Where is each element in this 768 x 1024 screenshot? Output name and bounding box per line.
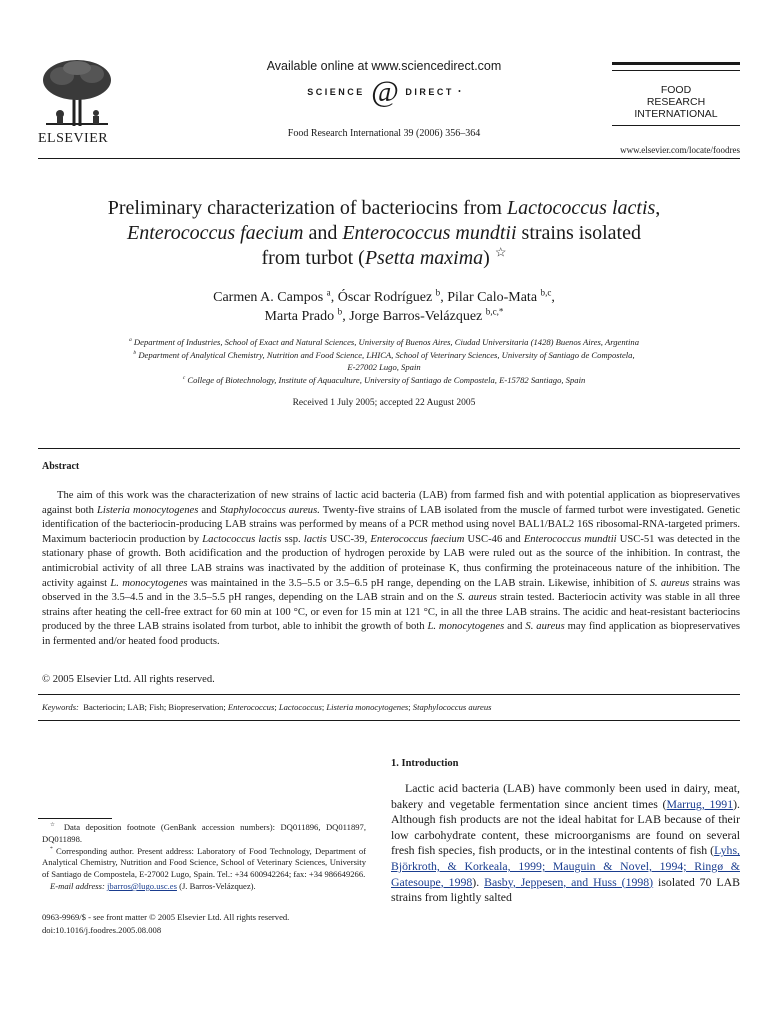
abstract-body <box>42 489 740 650</box>
journal-rule-thin <box>612 70 740 71</box>
introduction-heading: 1. Introduction <box>391 758 459 769</box>
elsevier-tree-icon <box>38 58 116 128</box>
sciencedirect-logo <box>268 75 500 108</box>
available-online-text: Available online at www.sciencedirect.com <box>266 59 502 73</box>
affiliation-line: $^a$ Department of Industries, School of Exact and Natural Sciences, University of Buenos Aires, Ciudad Universitaria (1428) Buenos Aires, Argentina <box>128 337 639 347</box>
journal-rule-thick <box>612 62 740 65</box>
doi-line[interactable]: doi:10.1016/j.foodres.2005.08.008 <box>42 925 162 935</box>
affiliation-line: E-27002 Lugo, Spain <box>347 362 421 372</box>
abstract-bottom-rule <box>38 694 740 695</box>
introduction-body <box>391 781 740 906</box>
abstract-text: The aim of this work was the characterization of new strains of lactic acid bacteria (LAB) from farmed fish and with potential application as biopreservatives against both Listeria monocytogenes and Staphylococcus aureus. Twenty-five strains of LAB isolated from the muscle of farmed turbot were investigated. Genetic identification of the bacteriocin-producing LAB strains was performed by means of a PCR method using novel BAL1/BAL2 16S ribosomal-RNA-targeted primers. Maximum bacteriocin production by Lactococcus lactis ssp. lactis USC-39, Enterococcus faecium USC-46 and Enterococcus mundtii USC-51 was detected in the stationary phase of growth. Both acidification and the production of hydrogen peroxide by LAB were ruled out as the source of the inhibition. In contrast, the antimicrobial activity of all three LAB strains was inactivated by the addition of proteinase K, thus confirming the proteinaceous nature of the inhibition. The activity against L. monocytogenes was maintained in the 3.5–5.5 or 3.5–6.5 pH range, depending on the LAB strain. Likewise, inhibition of S. aureus strains was observed in the 3.5–4.5 and in the 3.5–5.5 pH ranges, depending on the LAB strain and on the S. aureus strain tested. Bacteriocin activity was stable in all three strains after heating the cell-free extract for 60 min at 100 °C, or even for 15 min at 121 °C, in all the three LAB strains. The acidic and heat-resistant bacteriocins produced by the three LAB strains isolated from turbot, able to inhibit the growth of both L. monocytogenes and S. aureus may find application as biopreservatives in fermented and/or heated food products. <box>42 490 741 647</box>
keywords: Keywords: Bacteriocin; LAB; Fish; Biopreservation; Enterococcus; Lactococcus; Listeria monocytogenes; Staphylococcus aureus <box>42 702 492 712</box>
keywords-bottom-rule <box>38 720 740 721</box>
issn-line: 0963-9969/$ - see front matter © 2005 Elsevier Ltd. All rights reserved. <box>42 912 290 922</box>
received-dates: Received 1 July 2005; accepted 22 August 2005 <box>292 398 476 408</box>
header-rule <box>38 158 740 159</box>
sciencedirect-right: DIRECT <box>405 87 454 97</box>
corresponding-author-footnote: * Corresponding author. Present address: Laboratory of Food Technology, Department of Analytical Chemistry, Nutrition and Food Science, School of Veterinary Sciences, University of Santiago de Compostela, E-27002 Lugo, Spain. Tel.: +34 600942264; fax: +34 986649266. <box>42 845 366 880</box>
authors <box>40 288 728 326</box>
journal-name <box>612 84 740 120</box>
sciencedirect-left: SCIENCE <box>307 87 365 97</box>
title-line: Enterococcus faecium and Enterococcus mundtii strains isolated <box>127 222 641 244</box>
data-deposition-footnote: ☆ Data deposition footnote (GenBank accession numbers): DQ011896, DQ011897, DQ011898. <box>42 822 366 844</box>
journal-citation: Food Research International 39 (2006) 356–364 <box>287 128 481 139</box>
journal-name-line: INTERNATIONAL <box>634 108 718 120</box>
publisher-name: ELSEVIER <box>38 131 109 146</box>
abstract-heading: Abstract <box>42 461 80 472</box>
article-title <box>40 196 728 271</box>
introduction-text: Lactic acid bacteria (LAB) have commonly been used in dairy, meat, bakery and vegetable fermentation since ancient times (Marrug, 1991). Although fish products are not the ideal habitat for LAB because of their low carbohydrate content, these microorganisms are found on several fresh fish species, fish products, or in the intestinal contents of fish (Lyhs, Björkroth, & Korkeala, 1999; Mauguin & Novel, 1994; Ringø & Gatesoupe, 1998). Basby, Jeppesen, and Huss (1998) isolated 70 LAB strains from lightly salted <box>391 781 741 905</box>
journal-rule-bottom <box>612 125 740 126</box>
affiliation-line: $^b$ Department of Analytical Chemistry, Nutrition and Food Science, LHICA, School of Veterinary Sciences, University of Santiago de Compostela, <box>133 349 635 360</box>
title-line: from turbot (Psetta maxima) ☆ <box>261 244 507 269</box>
footnote-rule <box>38 818 112 819</box>
sciencedirect-at-icon: @ <box>371 75 399 108</box>
title-line: Preliminary characterization of bacteriocins from Lactococcus lactis, <box>107 197 661 219</box>
affiliations <box>40 336 728 386</box>
authors-line: Marta Prado $^b$, Jorge Barros-Velázquez $^{b,c,*}$ <box>264 306 504 324</box>
elsevier-logo <box>38 58 116 146</box>
sd-dot-icon: • <box>458 88 461 96</box>
journal-url[interactable]: www.elsevier.com/locate/foodres <box>620 145 740 155</box>
abstract-top-rule <box>38 448 740 449</box>
footnotes <box>42 822 366 893</box>
authors-line: Carmen A. Campos $^a$, Óscar Rodríguez $^b$, Pilar Calo-Mata $^{b,c}$, <box>213 287 555 305</box>
journal-name-line: FOOD <box>660 84 692 96</box>
journal-name-line: RESEARCH <box>646 96 706 108</box>
abstract-copyright: © 2005 Elsevier Ltd. All rights reserved. <box>42 674 215 685</box>
affiliation-line: $^c$ College of Biotechnology, Institute of Aquaculture, University of Santiago de Compostela, E-15782 Santiago, Spain <box>182 374 586 385</box>
email-footnote: E-mail address: jbarros@lugo.usc.es (J. Barros-Velázquez). <box>50 880 256 891</box>
